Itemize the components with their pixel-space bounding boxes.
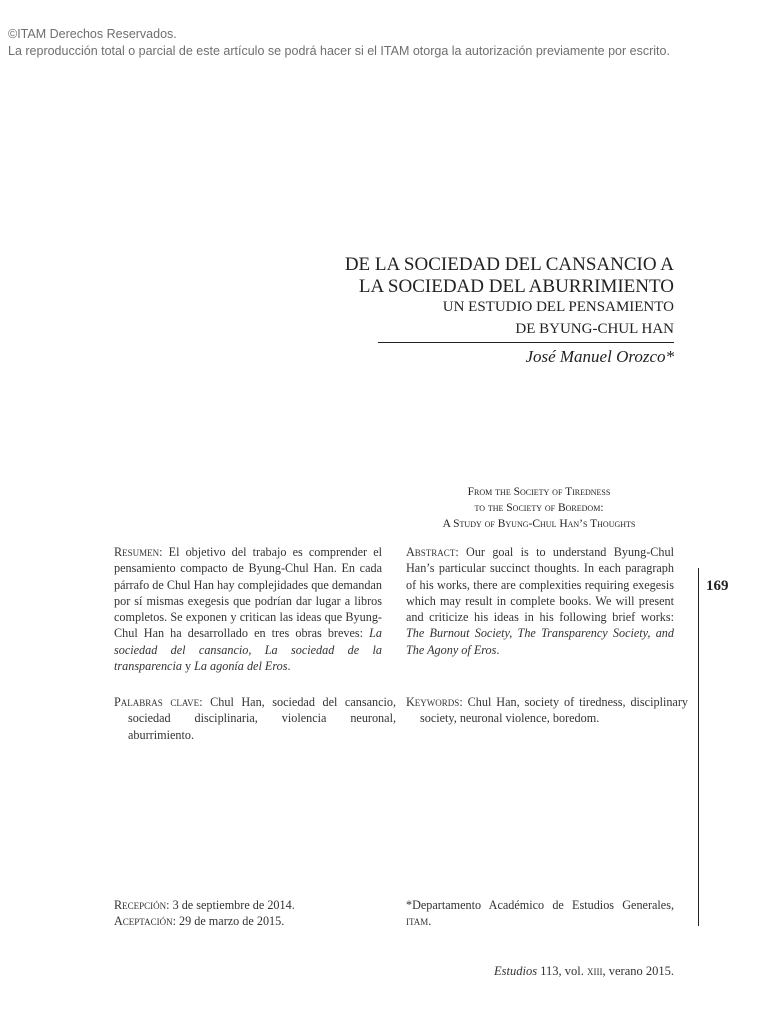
footnote-text: *Departamento Académico de Estudios Generales, bbox=[406, 898, 674, 912]
resumen-work-1: La sociedad del cansancio bbox=[114, 626, 382, 657]
resumen-paragraph bbox=[114, 544, 382, 674]
keywords bbox=[406, 694, 688, 727]
article-subtitle-line-1: UN ESTUDIO DEL PENSAMIENTO bbox=[442, 299, 674, 315]
article-title-line-1: DE LA SOCIEDAD DEL CANSANCIO A bbox=[344, 254, 674, 275]
keywords-label: Keywords bbox=[406, 695, 460, 709]
aceptacion-line bbox=[114, 913, 382, 929]
footnote-end: . bbox=[428, 914, 432, 929]
keywords-text: : Chul Han, society of tiredness, disciplinary society, neuronal violence, boredom. bbox=[420, 695, 688, 726]
dates-block bbox=[114, 897, 382, 930]
footer-season: , verano 2015. bbox=[602, 964, 674, 978]
article-title-line-2: LA SOCIEDAD DEL ABURRIMIENTO bbox=[358, 276, 674, 297]
aceptacion-value: : 29 de marzo de 2015. bbox=[172, 914, 285, 929]
author-footnote bbox=[406, 897, 674, 930]
title-rule bbox=[378, 342, 674, 343]
resumen-work-2: La sociedad de la transparencia bbox=[114, 642, 382, 674]
palabras-clave-text: : Chul Han, sociedad del cansancio, sociedad disciplinaria, violencia neuronal, aburrimiento. bbox=[128, 695, 397, 742]
english-title-line-1: From the Society of Tiredness bbox=[467, 486, 611, 498]
english-title-line-3: A Study of Byung-Chul Han’s Thoughts bbox=[442, 518, 636, 530]
palabras-clave bbox=[114, 694, 396, 743]
abstract-end: . bbox=[496, 642, 500, 657]
page-number: 169 bbox=[706, 578, 729, 594]
reproduction-notice: La reproducción total o parcial de este artículo se podrá hacer si el ITAM otorga la autorización previamente por escrito. bbox=[8, 44, 670, 58]
resumen-label: Resumen bbox=[114, 545, 160, 559]
palabras-clave-label: Palabras clave bbox=[114, 695, 200, 709]
abstract-text: : Our goal is to understand Byung-Chul Han’s particular succinct thoughts. In each paragraph of his works, there are complexities requiring exegesis which may result in complete books. We will present and criticize his ideas in his following brief works: bbox=[406, 545, 674, 625]
footer-volume: xiii bbox=[586, 964, 603, 978]
recepcion-label: Recepción bbox=[114, 898, 167, 912]
journal-name: Estudios bbox=[494, 964, 538, 978]
resumen-sep-2: y bbox=[181, 659, 195, 674]
abstract-works: The Burnout Society, The Transparency Society, and The Agony of Eros bbox=[406, 626, 674, 657]
abstract-label: Abstract bbox=[406, 545, 456, 559]
author-name: José Manuel Orozco* bbox=[525, 347, 674, 366]
resumen-text: : El objetivo del trabajo es comprender el pensamiento compacto de Byung-Chul Han. En cada párrafo de Chul Han hay complejidades que demandan por sí mismas exegesis que podrían dar lugar a libros completos. Se exponen y critican las ideas que Byung-Chul Han ha desarrollado en tres obras breves: bbox=[114, 545, 382, 641]
article-subtitle-line-2: DE BYUNG-CHUL HAN bbox=[515, 321, 674, 337]
aceptacion-label: Aceptación bbox=[114, 914, 173, 929]
english-title bbox=[404, 484, 674, 532]
recepcion-value: : 3 de septiembre de 2014. bbox=[166, 898, 295, 912]
footer-issue: 113, vol. bbox=[537, 964, 587, 978]
margin-rule bbox=[698, 568, 699, 926]
journal-footer bbox=[494, 964, 674, 979]
abstract-paragraph bbox=[406, 544, 674, 658]
resumen-work-3: La agonía del Eros bbox=[194, 659, 288, 674]
english-title-line-2: to the Society of Boredom: bbox=[474, 502, 604, 514]
copyright-line: ©ITAM Derechos Reservados. bbox=[8, 27, 177, 41]
resumen-end: . bbox=[287, 659, 291, 674]
resumen-sep-1: , bbox=[248, 642, 265, 657]
recepcion-line bbox=[114, 897, 382, 913]
footnote-itam: itam bbox=[406, 914, 429, 929]
